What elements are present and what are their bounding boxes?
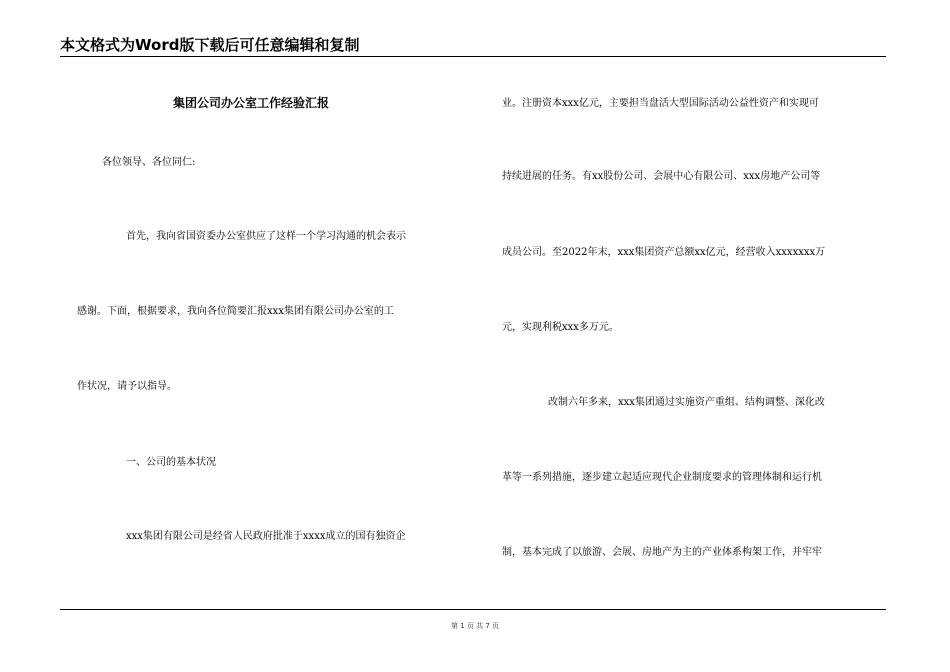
section-heading: 一、公司的基本状况: [126, 457, 216, 468]
paragraph-line: 业。注册资本xxx亿元，主要担当盘活大型国际活动公益性资产和实现可: [502, 98, 819, 109]
document-banner: 本文格式为Word版下载后可任意编辑和复制: [60, 36, 360, 54]
paragraph-line: 作状况，请予以指导。: [77, 381, 177, 392]
footer-rule: [60, 609, 886, 610]
paragraph-line: xxx集团有限公司是经省人民政府批准于xxxx成立的国有独资企: [126, 531, 406, 542]
header-rule: [60, 56, 886, 57]
paragraph-line: 元，实现利税xxx多万元。: [502, 322, 619, 333]
paragraph-line: 首先，我向省国资委办公室供应了这样一个学习沟通的机会表示: [126, 231, 406, 242]
paragraph-line: 各位领导、各位同仁:: [102, 157, 196, 168]
page-number: 第 1 页 共 7 页: [450, 622, 500, 630]
paragraph-line: 成员公司。至2022年末，xxx集团资产总额xx亿元，经营收入xxxxxxx万: [502, 247, 826, 258]
paragraph-line: 改制六年多来，xxx集团通过实施资产重组、结构调整、深化改: [548, 397, 825, 408]
paragraph-line: 制，基本完成了以旅游、会展、房地产为主的产业体系构架工作，并牢牢: [502, 547, 822, 558]
paragraph-line: 感谢。下面，根据要求，我向各位简要汇报xxx集团有限公司办公室的工: [77, 306, 394, 317]
document-title: 集团公司办公室工作经验汇报: [173, 96, 330, 110]
paragraph-line: 持续进展的任务。有xx股份公司、会展中心有限公司、xxx房地产公司等: [502, 171, 821, 182]
paragraph-line: 革等一系列措施，逐步建立起适应现代企业制度要求的管理体制和运行机: [502, 472, 822, 483]
